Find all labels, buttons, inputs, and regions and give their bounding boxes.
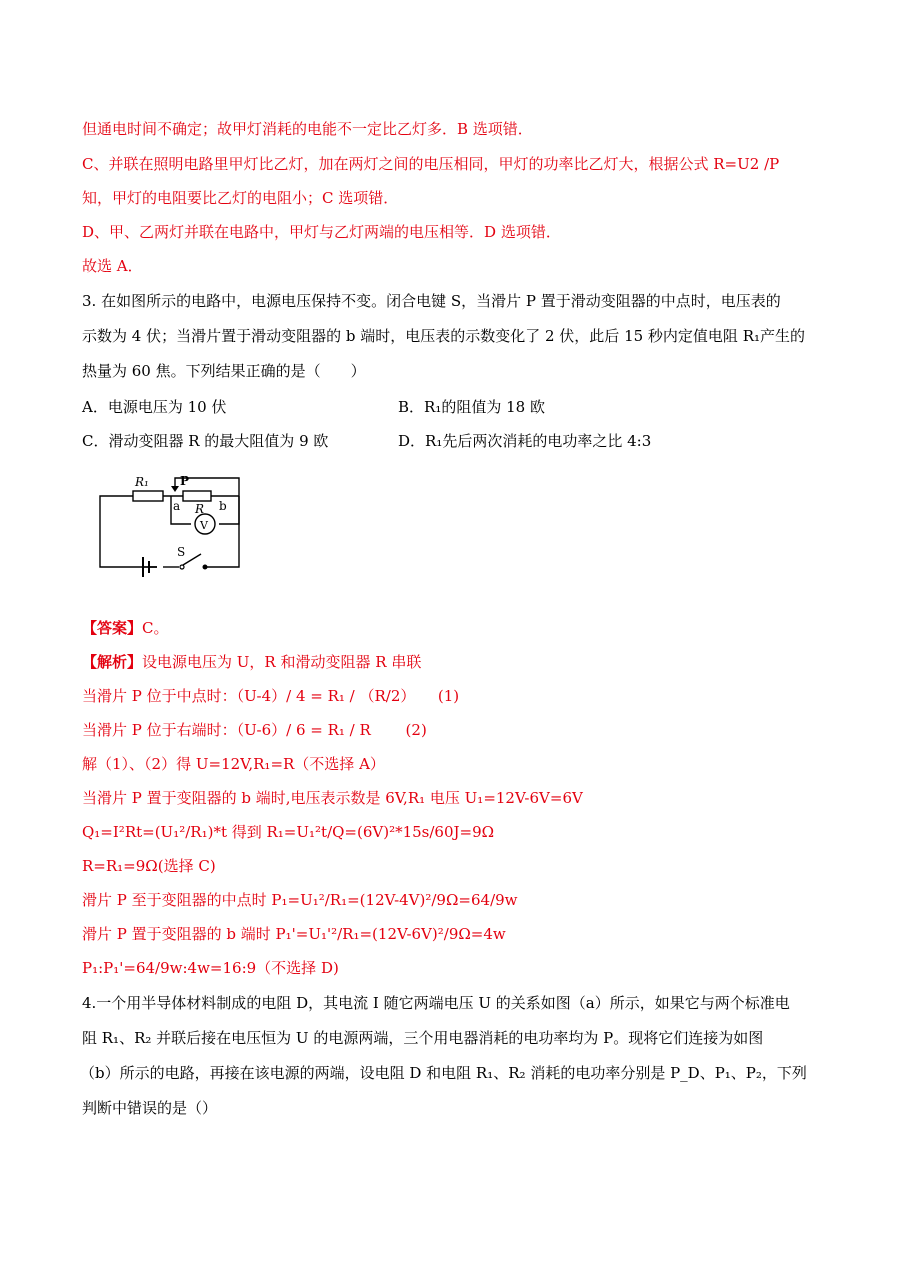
- option-b: B．R₁的阻值为 18 欧: [398, 398, 545, 416]
- question-4-text: 判断中错误的是（）: [82, 1099, 218, 1117]
- analysis-line: [82, 651, 421, 673]
- resistor-r1: [133, 491, 163, 501]
- solution-line: 但通电时间不确定；故甲灯消耗的电能不一定比乙灯多．B 选项错．: [82, 120, 533, 138]
- option-d: D．R₁先后两次消耗的电功率之比 4:3: [398, 432, 652, 450]
- answer-tag: 【答案】: [82, 619, 143, 637]
- question-4-text: 阻 R₁、R₂ 并联后接在电压恒为 U 的电源两端，三个用电器消耗的电功率均为 P。现将它们连接为如图: [82, 1029, 764, 1047]
- answer-text: C。: [142, 619, 169, 637]
- label-p: P: [180, 474, 190, 488]
- analysis-step: 当滑片 P 位于右端时：（U-6）/ 6 = R₁ / R (2): [82, 721, 427, 739]
- analysis-step: 当滑片 P 置于变阻器的 b 端时,电压表示数是 6V,R₁ 电压 U₁=12V-6V=6V: [82, 789, 583, 807]
- analysis-step: 解（1）、（2）得 U=12V,R₁=R（不选择 A）: [82, 755, 385, 773]
- label-v: V: [200, 519, 208, 532]
- label-r1: R₁: [135, 475, 149, 489]
- solution-line: 知，甲灯的电阻要比乙灯的电阻小；C 选项错．: [82, 189, 399, 207]
- analysis-step: R=R₁=9Ω(选择 C): [82, 857, 216, 875]
- analysis-step: Q₁=I²Rt=(U₁²/R₁)*t 得到 R₁=U₁²t/Q=(6V)²*15s/60J=9Ω: [82, 823, 495, 841]
- label-s: S: [177, 545, 186, 559]
- label-b: b: [219, 499, 227, 513]
- analysis-step: P₁:P₁'=64/9w:4w=16:9（不选择 D): [82, 959, 339, 977]
- analysis-tag: 【解析】: [82, 653, 143, 671]
- circuit-diagram: [95, 472, 275, 584]
- solution-line: D、甲、乙两灯并联在电路中，甲灯与乙灯两端的电压相等．D 选项错．: [82, 223, 561, 241]
- question-4-text: 4.一个用半导体材料制成的电阻 D，其电流 I 随它两端电压 U 的关系如图（a）所示，如果它与两个标准电: [82, 994, 790, 1012]
- question-3-text: 热量为 60 焦。下列结果正确的是（ ）: [82, 362, 366, 380]
- rheostat-r: [183, 491, 211, 501]
- label-a: a: [173, 499, 181, 513]
- option-c: C．滑动变阻器 R 的最大阻值为 9 欧: [82, 432, 329, 450]
- analysis-step: 滑片 P 置于变阻器的 b 端时 P₁'=U₁'²/R₁=(12V-6V)²/9Ω=4w: [82, 925, 506, 943]
- analysis-first: 设电源电压为 U，R 和滑动变阻器 R 串联: [142, 653, 422, 671]
- analysis-step: 滑片 P 至于变阻器的中点时 P₁=U₁²/R₁=(12V-4V)²/9Ω=64/9w: [82, 891, 518, 909]
- label-r: R: [195, 502, 205, 516]
- answer-line: [82, 617, 169, 639]
- option-a: A．电源电压为 10 伏: [82, 398, 227, 416]
- analysis-step: 当滑片 P 位于中点时：（U-4）/ 4 = R₁ / （R/2） (1): [82, 687, 460, 705]
- solution-line: 故选 A．: [82, 257, 143, 275]
- question-3-text: 示数为 4 伏；当滑片置于滑动变阻器的 b 端时，电压表的示数变化了 2 伏，此后 15 秒内定值电阻 R₁产生的: [82, 327, 805, 345]
- solution-line: C、并联在照明电路里甲灯比乙灯，加在两灯之间的电压相同，甲灯的功率比乙灯大，根据公式 R=U2 /P: [82, 155, 780, 173]
- question-3-text: 3. 在如图所示的电路中，电源电压保持不变。闭合电键 S，当滑片 P 置于滑动变阻器的中点时，电压表的: [82, 292, 781, 310]
- question-4-text: （b）所示的电路，再接在该电源的两端，设电阻 D 和电阻 R₁、R₂ 消耗的电功率分别是 P_D、P₁、P₂，下列: [80, 1064, 807, 1082]
